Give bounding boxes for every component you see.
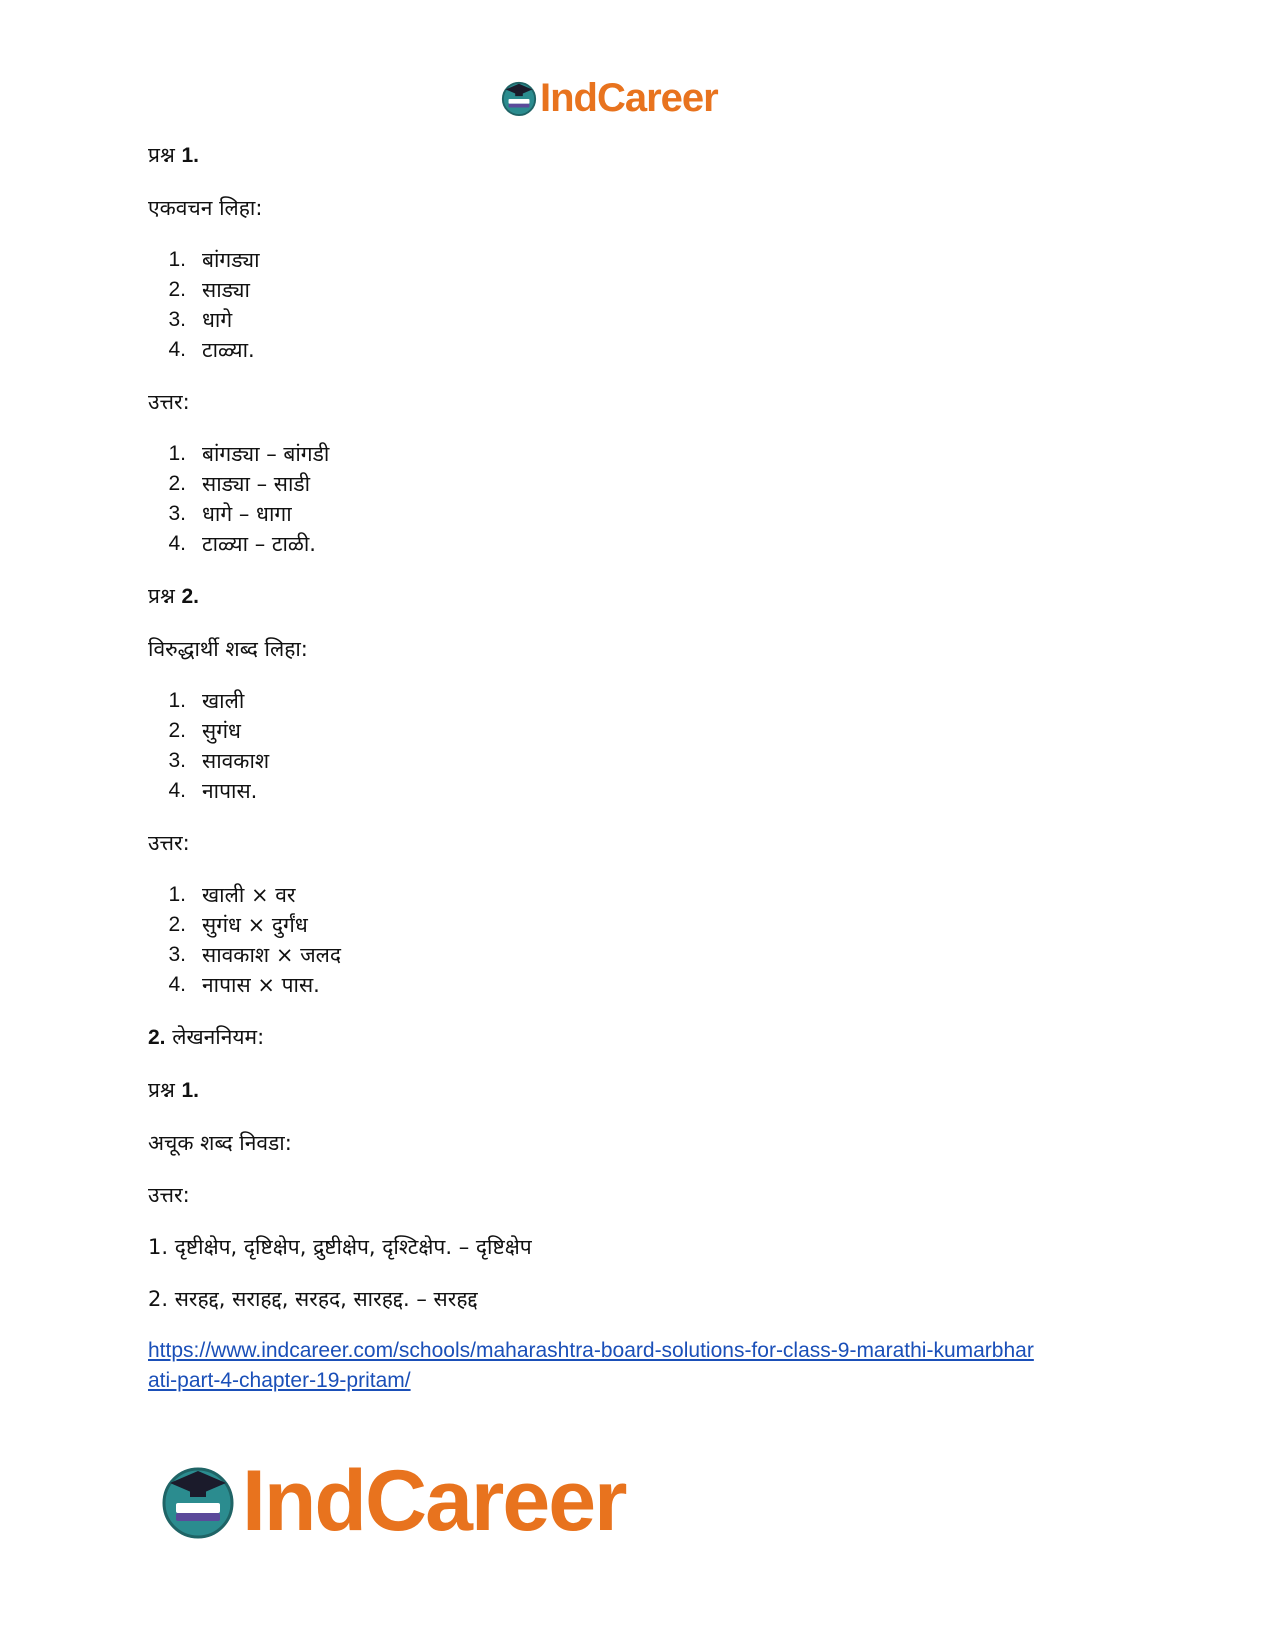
source-link-line: https://www.indcareer.com/schools/maharashtra-board-solutions-for-class-9-marathi-kumarbhar [148,1339,1034,1362]
list-item: 2. सुगंध × दुर्गंध [168,913,308,937]
logo-wordmark: IndCareer [540,76,718,120]
answer-line: 1. दृष्टीक्षेप, दृष्टिक्षेप, द्रुष्टीक्षेप, दृश्टिक्षेप. – दृष्टिक्षेप [148,1235,532,1259]
list-item: 1. बांगड्या – बांगडी [168,442,330,466]
question-prefix: प्रश्न [148,143,175,167]
question-number: 1. [181,144,199,167]
question-heading [148,1075,1128,1106]
list-item: 3. सावकाश [168,749,270,773]
question-list [148,686,1128,806]
list-item: 4. टाळ्या – टाळी. [168,532,316,556]
question-heading [148,140,1128,171]
answer-list [148,880,1128,1000]
list-item: 1. खाली [168,689,245,713]
list-item: 3. सावकाश × जलद [168,943,342,967]
question-number: 2. [181,585,199,608]
instruction: एकवचन लिहा: [148,196,263,220]
question-heading [148,581,1128,612]
list-item: 4. नापास × पास. [168,973,320,997]
header-logo [500,78,718,118]
question-prefix: प्रश्न [148,1078,175,1102]
answer-line: 2. सरहद्द, सराहद्द, सरहद, सारहद्द. – सरहद्द [148,1287,478,1311]
list-item: 3. धागे [168,308,233,332]
source-link[interactable] [148,1336,1128,1396]
list-item: 4. नापास. [168,779,258,803]
section-number: 2. [148,1026,166,1049]
section-heading [148,1022,1128,1053]
list-item: 1. बांगड्या [168,248,260,272]
graduation-book-icon [158,1461,238,1541]
question-prefix: प्रश्न [148,584,175,608]
instruction: विरुद्धार्थी शब्द लिहा: [148,637,308,661]
logo-wordmark: IndCareer [242,1453,626,1549]
list-item: 2. साड्या – साडी [168,472,311,496]
answer-list [148,439,1128,559]
question-number: 1. [181,1079,199,1102]
answer-label: उत्तर: [148,831,190,855]
list-item: 1. खाली × वर [168,883,296,907]
instruction: अचूक शब्द निवडा: [148,1131,292,1155]
graduation-book-icon [500,79,538,117]
question-list [148,245,1128,365]
answer-label: उत्तर: [148,1183,190,1207]
footer-logo [158,1453,626,1549]
section-title: लेखननियम: [172,1025,265,1049]
list-item: 4. टाळ्या. [168,338,255,362]
list-item: 2. सुगंध [168,719,241,743]
answer-label: उत्तर: [148,390,190,414]
source-link-line: ati-part-4-chapter-19-pritam/ [148,1369,411,1392]
document-body [148,140,1128,1396]
list-item: 2. साड्या [168,278,250,302]
list-item: 3. धागे – धागा [168,502,292,526]
